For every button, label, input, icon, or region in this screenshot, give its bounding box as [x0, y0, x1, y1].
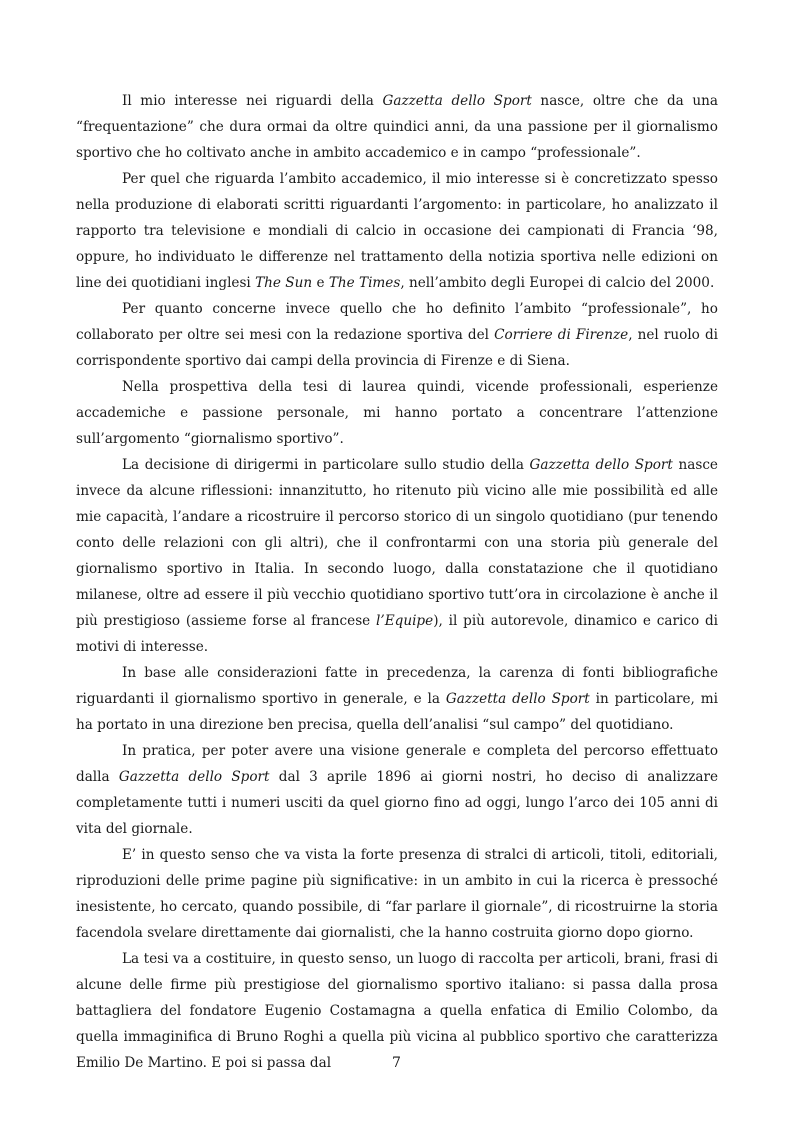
- italic-text: l’Equipe: [376, 613, 434, 629]
- text-run: nasce invece da alcune riflessioni: innanzitutto, ho ritenuto più vicino alle mie possibilità ed alle mie capacità, l’andare a ricostruire il percorso storico di un singolo quotidiano (pur tenendo conto delle relazioni con gli altri), che il confrontarmi con una storia più generale del giornalismo sportivo in Italia. In secondo luogo, dalla constatazione che il quotidiano milanese, oltre ad essere il più vecchio quotidiano sportivo tutt’ora in circolazione è anche il più prestigioso (assieme forse al francese: [76, 457, 718, 629]
- paragraph: [76, 660, 718, 738]
- italic-text: Gazzetta dello Sport: [529, 457, 673, 473]
- document-body: [76, 88, 718, 1076]
- paragraph: [76, 452, 718, 660]
- text-run: e: [312, 275, 329, 291]
- italic-text: Gazzetta dello Sport: [445, 691, 590, 707]
- text-run: E’ in questo senso che va vista la forte presenza di stralci di articoli, titoli, editoriali, riproduzioni delle prime pagine più significative: in un ambito in cui la ricerca è pressoché inesistente, ho cercato, quando possibile, di “far parlare il giornale”, di ricostruirne la storia facendola svelare direttamente dai giornalisti, che la hanno costruita giorno dopo giorno.: [76, 847, 718, 941]
- text-run: Il mio interesse nei riguardi della: [122, 93, 383, 109]
- text-run: ), il più autorevole, dinamico e carico di motivi di interesse.: [76, 613, 718, 655]
- italic-text: The Times: [328, 275, 401, 291]
- italic-text: Corriere di Firenze: [494, 327, 629, 343]
- paragraph: [76, 296, 718, 374]
- text-run: In pratica, per poter avere una visione generale e completa del percorso effettuato dalla: [76, 743, 718, 785]
- text-run: Per quanto concerne invece quello che ho definito l’ambito “professionale”, ho collaborato per oltre sei mesi con la redazione sportiva del: [76, 301, 718, 343]
- text-run: Per quel che riguarda l’ambito accademico, il mio interesse si è concretizzato spesso nella produzione di elaborati scritti riguardanti l’argomento: in particolare, ho analizzato il rapporto tra televisione e mondiali di calcio in occasione dei campionati di Francia ‘98, oppure, ho individuato le differenze nel trattamento della notizia sportiva nelle edizioni on line dei quotidiani inglesi: [76, 171, 718, 291]
- text-run: dal 3 aprile 1896 ai giorni nostri, ho deciso di analizzare completamente tutti i numeri usciti da quel giorno fino ad oggi, lungo l’arco dei 105 anni di vita del giornale.: [76, 769, 718, 837]
- italic-text: Gazzetta dello Sport: [118, 769, 270, 785]
- text-run: in particolare, mi ha portato in una direzione ben precisa, quella dell’analisi “sul campo” del quotidiano.: [76, 691, 718, 733]
- paragraph: [76, 166, 718, 296]
- text-run: Nella prospettiva della tesi di laurea quindi, vicende professionali, esperienze accademiche e passione personale, mi hanno portato a concentrare l’attenzione sull’argomento “giornalismo sportivo”.: [76, 379, 718, 447]
- text-run: La tesi va a costituire, in questo senso, un luogo di raccolta per articoli, brani, frasi di alcune delle firme più prestigiose del giornalismo sportivo italiano: si passa dalla prosa battagliera del fondatore Eugenio Costamagna a quella enfatica di Emilio Colombo, da quella immaginifica di Bruno Roghi a quella più vicina al pubblico sportivo che caratterizza Emilio De Martino. E poi si passa dal: [76, 951, 718, 1071]
- text-run: , nell’ambito degli Europei di calcio del 2000.: [400, 275, 715, 291]
- paragraph: [76, 374, 718, 452]
- text-run: In base alle considerazioni fatte in precedenza, la carenza di fonti bibliografiche riguardanti il giornalismo sportivo in generale, e la: [76, 665, 718, 707]
- text-run: , nel ruolo di corrispondente sportivo dai campi della provincia di Firenze e di Siena.: [76, 327, 719, 369]
- page-number: 7: [392, 1055, 401, 1071]
- text-run: nasce, oltre che da una “frequentazione” che dura ormai da oltre quindici anni, da una passione per il giornalismo sportivo che ho coltivato anche in ambito accademico e in campo “professionale”.: [76, 93, 718, 161]
- text-run: La decisione di dirigermi in particolare sullo studio della: [122, 457, 530, 473]
- italic-text: Gazzetta dello Sport: [382, 93, 532, 109]
- italic-text: The Sun: [255, 275, 313, 291]
- paragraph: [76, 88, 718, 166]
- paragraph: [76, 738, 718, 842]
- paragraph: [76, 842, 718, 946]
